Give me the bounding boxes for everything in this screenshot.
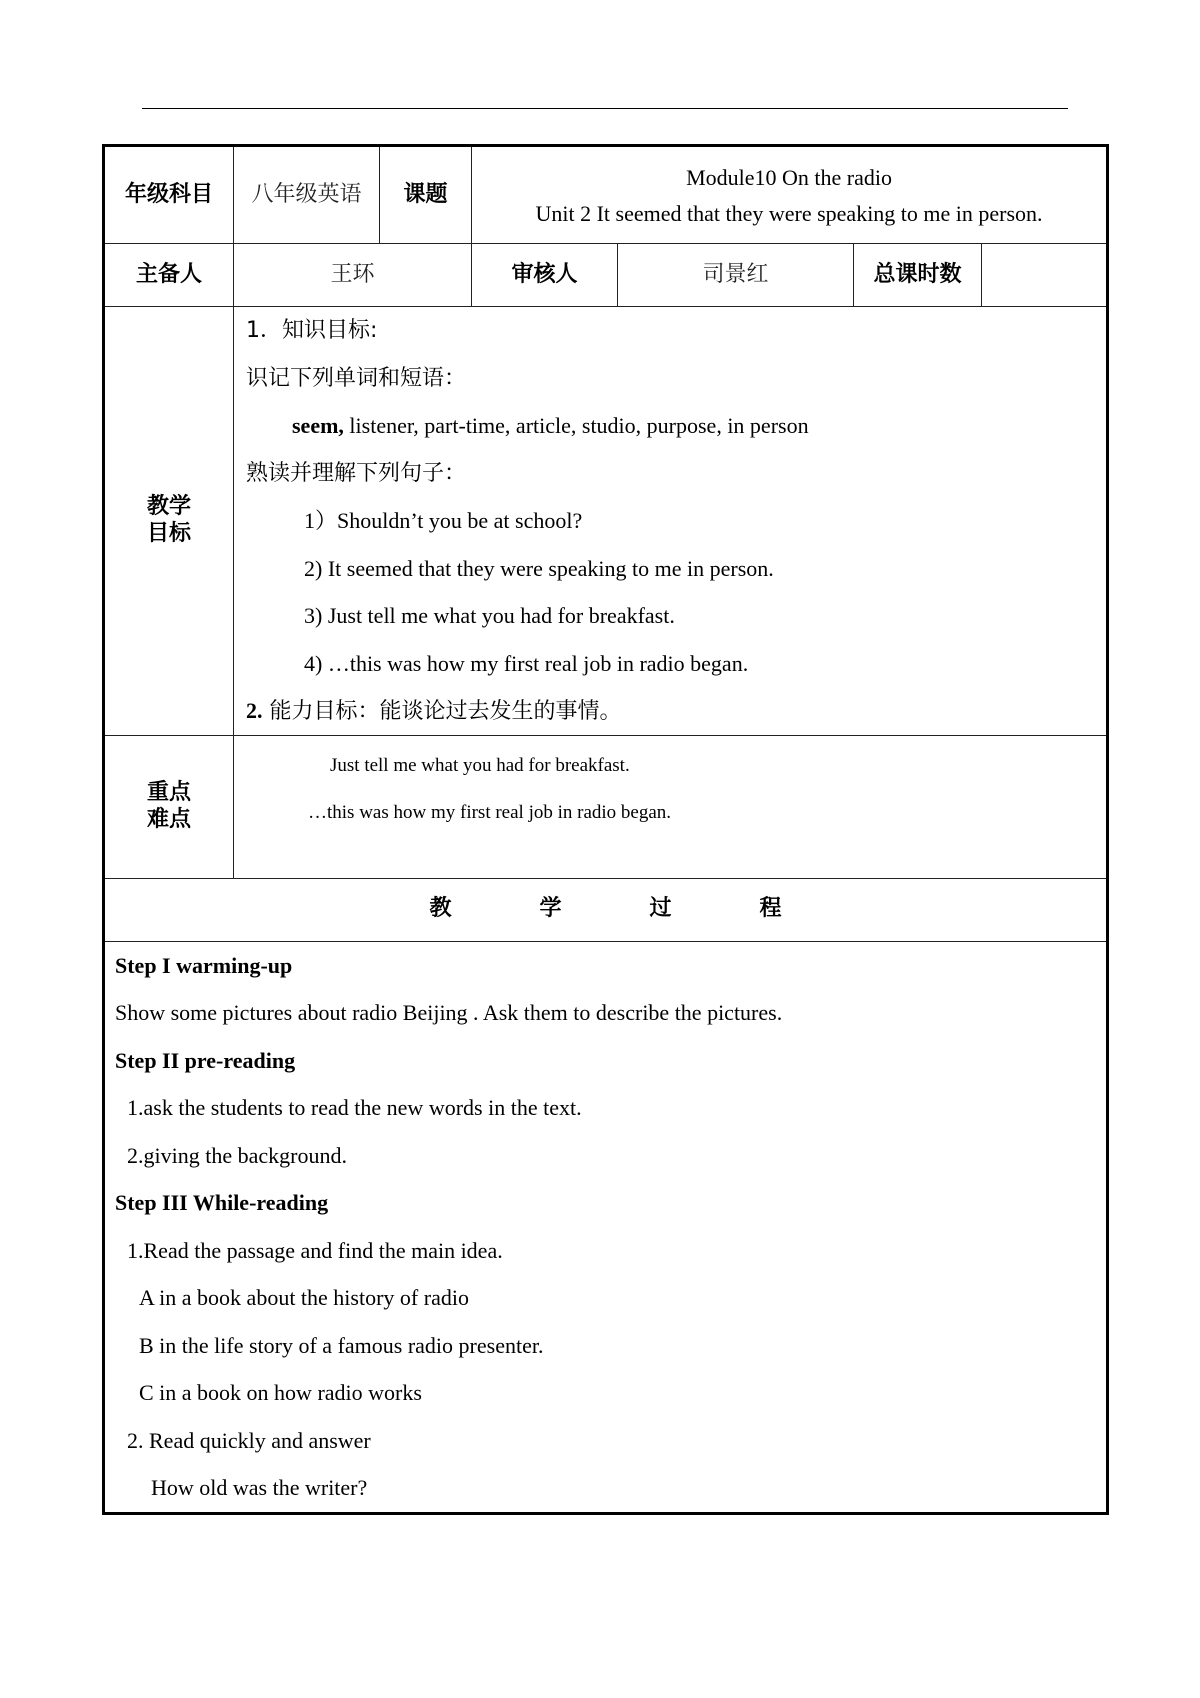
step-3-option: A in a book about the history of radio bbox=[139, 1285, 469, 1310]
process-content-row bbox=[104, 941, 1108, 1513]
process-content bbox=[104, 941, 1108, 1513]
ability-line bbox=[234, 687, 1106, 735]
topic-label: 课题 bbox=[380, 146, 472, 244]
process-title-row bbox=[104, 878, 1108, 941]
key-points-content bbox=[234, 735, 1108, 878]
sentence-item: 4) …this was how my first real job in radio began. bbox=[304, 650, 749, 676]
step-2-item: 1.ask the students to read the new words in the text. bbox=[127, 1095, 582, 1120]
info-row-2 bbox=[104, 244, 1108, 307]
key-points-label-line-2: 难点 bbox=[146, 806, 191, 832]
objectives-label-line-1: 教学 bbox=[146, 494, 191, 520]
step-1-title: Step I warming-up bbox=[115, 952, 293, 978]
ability-number: 2. bbox=[246, 698, 263, 723]
ability-text: 能力目标：能谈论过去发生的事情。 bbox=[262, 699, 622, 724]
process-title-char: 程 bbox=[759, 896, 782, 922]
total-hours-label: 总课时数 bbox=[854, 244, 982, 307]
preparer-label: 主备人 bbox=[104, 244, 234, 307]
objectives-label-line-2: 目标 bbox=[146, 520, 191, 546]
process-title-char: 过 bbox=[649, 896, 672, 922]
sentence-item: 2) It seemed that they were speaking to me in person. bbox=[304, 555, 774, 581]
topic-line-1: Module10 On the radio bbox=[686, 165, 892, 190]
info-row-1 bbox=[104, 146, 1108, 244]
step-3-option: C in a book on how radio works bbox=[139, 1380, 422, 1405]
process-title-char: 教 bbox=[429, 896, 452, 922]
sentence-item: 1）Shouldn’t you be at school? bbox=[304, 508, 583, 533]
grade-subject-value: 八年级英语 bbox=[234, 146, 380, 244]
vocab-rest: listener, part-time, article, studio, purpose, in person bbox=[343, 413, 809, 438]
vocab-bold: seem, bbox=[292, 413, 344, 438]
key-point-item: Just tell me what you had for breakfast. bbox=[330, 754, 630, 776]
step-2-item: 2.giving the background. bbox=[127, 1142, 347, 1168]
step-3-question: How old was the writer? bbox=[151, 1475, 368, 1500]
vocab-line bbox=[234, 402, 1106, 450]
key-point-item: …this was how my first real job in radio began. bbox=[308, 801, 672, 823]
process-title bbox=[104, 878, 1108, 941]
topic-line-2: Unit 2 It seemed that they were speaking to me in person. bbox=[535, 201, 1043, 226]
step-3-task-2: 2. Read quickly and answer bbox=[127, 1427, 371, 1453]
key-points-row bbox=[104, 735, 1108, 878]
objectives-row bbox=[104, 307, 1108, 736]
step-3-task-1: 1.Read the passage and find the main idea. bbox=[127, 1237, 503, 1263]
knowledge-heading: 1．知识目标: bbox=[246, 318, 378, 343]
sentence-item: 3) Just tell me what you had for breakfast. bbox=[304, 603, 675, 628]
topic-cell bbox=[472, 146, 1108, 244]
objectives-content bbox=[234, 307, 1108, 736]
objectives-label bbox=[104, 307, 234, 736]
page-header-rule bbox=[142, 108, 1068, 109]
step-3-title: Step III While-reading bbox=[115, 1190, 329, 1215]
step-1-text: Show some pictures about radio Beijing . Ask them to describe the pictures. bbox=[115, 1000, 783, 1025]
step-3-option: B in the life story of a famous radio presenter. bbox=[139, 1332, 544, 1358]
total-hours-value bbox=[982, 244, 1108, 307]
reviewer-value: 司景红 bbox=[618, 244, 854, 307]
memorize-intro: 识记下列单词和短语： bbox=[246, 365, 467, 391]
sentences-intro: 熟读并理解下列句子： bbox=[246, 460, 467, 486]
key-points-label bbox=[104, 735, 234, 878]
preparer-value: 王环 bbox=[234, 244, 472, 307]
step-2-title: Step II pre-reading bbox=[115, 1047, 296, 1073]
lesson-plan-table bbox=[102, 144, 1109, 1515]
grade-subject-label: 年级科目 bbox=[104, 146, 234, 244]
key-points-label-line-1: 重点 bbox=[146, 780, 191, 806]
process-title-char: 学 bbox=[539, 896, 562, 922]
reviewer-label: 审核人 bbox=[472, 244, 618, 307]
